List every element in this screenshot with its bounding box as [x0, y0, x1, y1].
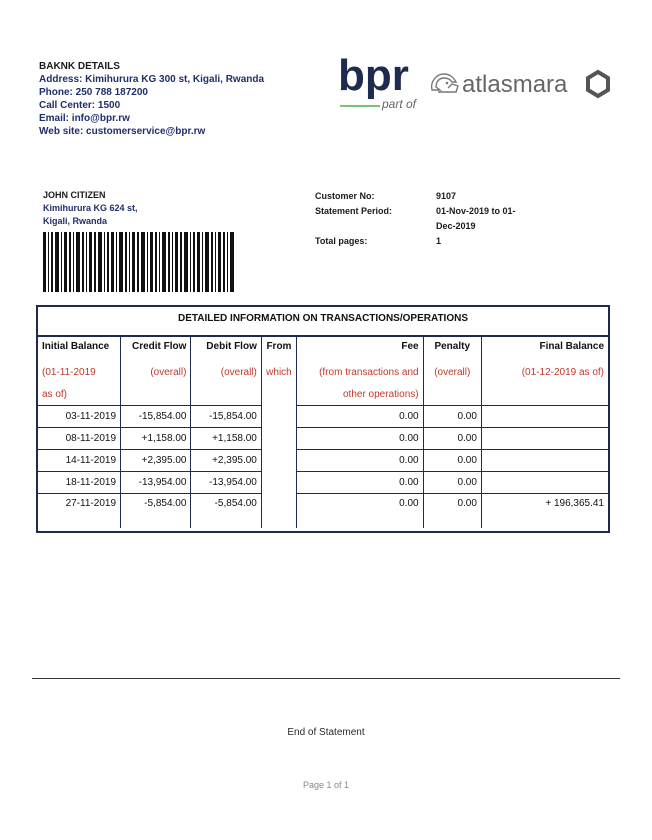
row-date: 18-11-2019: [38, 472, 121, 494]
bank-details: [39, 60, 264, 138]
row-fee: 0.00: [297, 428, 424, 450]
customer-address-line2: Kigali, Rwanda: [43, 216, 108, 226]
table-row: [38, 450, 608, 472]
customer-name: JOHN CITIZEN: [43, 190, 106, 200]
row-final: [481, 428, 608, 450]
row-debit: -5,854.00: [191, 494, 261, 519]
header-initial-balance: Initial Balance: [42, 341, 110, 352]
transactions-table: [36, 305, 610, 533]
barcode-image: [43, 232, 236, 292]
sub-from: which: [261, 361, 296, 383]
sub-credit-flow: (overall): [121, 361, 191, 383]
row-date: 03-11-2019: [38, 406, 121, 428]
row-credit: +2,395.00: [121, 450, 191, 472]
row-debit: -13,954.00: [191, 472, 261, 494]
customer-no-label: Customer No:: [315, 191, 375, 201]
header-debit-flow: Debit Flow: [191, 337, 261, 361]
brand-wordmark: bpr: [338, 54, 409, 100]
row-final: + 196,365.41: [481, 494, 608, 519]
bank-website: Web site: customerservice@bpr.rw: [39, 126, 206, 137]
row-date: 27-11-2019: [38, 494, 121, 519]
row-credit: -5,854.00: [121, 494, 191, 519]
bank-email: Email: info@bpr.rw: [39, 113, 130, 124]
customer-no-value: 9107: [436, 191, 457, 201]
header-fee: Fee: [297, 337, 424, 361]
sub-debit-flow: (overall): [191, 361, 261, 383]
statement-period-label: Statement Period:: [315, 206, 393, 216]
row-final: [481, 472, 608, 494]
table-row: [38, 472, 608, 494]
row-debit: -15,854.00: [191, 406, 261, 428]
header-from: From: [261, 337, 296, 361]
row-fee: 0.00: [297, 494, 424, 519]
row-penalty: 0.00: [423, 450, 481, 472]
total-pages-value: 1: [436, 236, 442, 246]
table-row: [38, 428, 608, 450]
row-date: 08-11-2019: [38, 428, 121, 450]
sub-penalty: (overall): [423, 361, 481, 383]
row-final: [481, 450, 608, 472]
bpr-atlasmara-logo: [336, 54, 616, 114]
header-credit-flow: Credit Flow: [121, 337, 191, 361]
sub-final-balance: (01-12-2019 as of): [481, 361, 608, 383]
hexagon-icon: [588, 72, 608, 96]
row-penalty: 0.00: [423, 494, 481, 519]
row-fee: 0.00: [297, 406, 424, 428]
bank-address: Address: Kimihurura KG 300 st, Kigali, Rwanda: [39, 74, 265, 85]
row-final: [481, 406, 608, 428]
table-title: DETAILED INFORMATION ON TRANSACTIONS/OPERATIONS: [38, 307, 608, 337]
sub-fee: (from transactions and: [297, 361, 424, 383]
statement-period-line2: Dec-2019: [436, 221, 476, 231]
row-credit: +1,158.00: [121, 428, 191, 450]
statement-period-line1: 01-Nov-2019 to 01-: [436, 206, 516, 216]
row-credit: -15,854.00: [121, 406, 191, 428]
total-pages-label: Total pages:: [315, 236, 368, 246]
statement-meta: [315, 189, 536, 249]
row-debit: +1,158.00: [191, 428, 261, 450]
sub2-initial-balance: as of): [42, 388, 68, 400]
row-penalty: 0.00: [423, 472, 481, 494]
partner-wordmark: atlasmara: [462, 71, 568, 98]
sub2-fee: other operations): [297, 383, 424, 406]
row-debit: +2,395.00: [191, 450, 261, 472]
row-date: 14-11-2019: [38, 450, 121, 472]
bank-details-heading: BAKNK DETAILS: [39, 61, 120, 72]
row-fee: 0.00: [297, 472, 424, 494]
row-penalty: 0.00: [423, 406, 481, 428]
part-of-text: part of: [382, 97, 417, 111]
end-of-statement: End of Statement: [287, 727, 365, 738]
footer-divider: [32, 678, 620, 679]
header-penalty: Penalty: [423, 337, 481, 361]
header-final-balance: Final Balance: [481, 337, 608, 361]
table-row: [38, 406, 608, 428]
row-penalty: 0.00: [423, 428, 481, 450]
table-row: [38, 494, 608, 519]
lion-icon: [432, 74, 458, 92]
page-number: Page 1 of 1: [302, 780, 350, 790]
row-credit: -13,954.00: [121, 472, 191, 494]
bank-call-center: Call Center: 1500: [39, 100, 121, 111]
sub-initial-balance: (01-11-2019: [42, 366, 96, 378]
bank-phone: Phone: 250 788 187200: [39, 87, 148, 98]
customer-address-line1: Kimihurura KG 624 st,: [43, 203, 138, 213]
row-fee: 0.00: [297, 450, 424, 472]
customer-block: [43, 189, 138, 228]
